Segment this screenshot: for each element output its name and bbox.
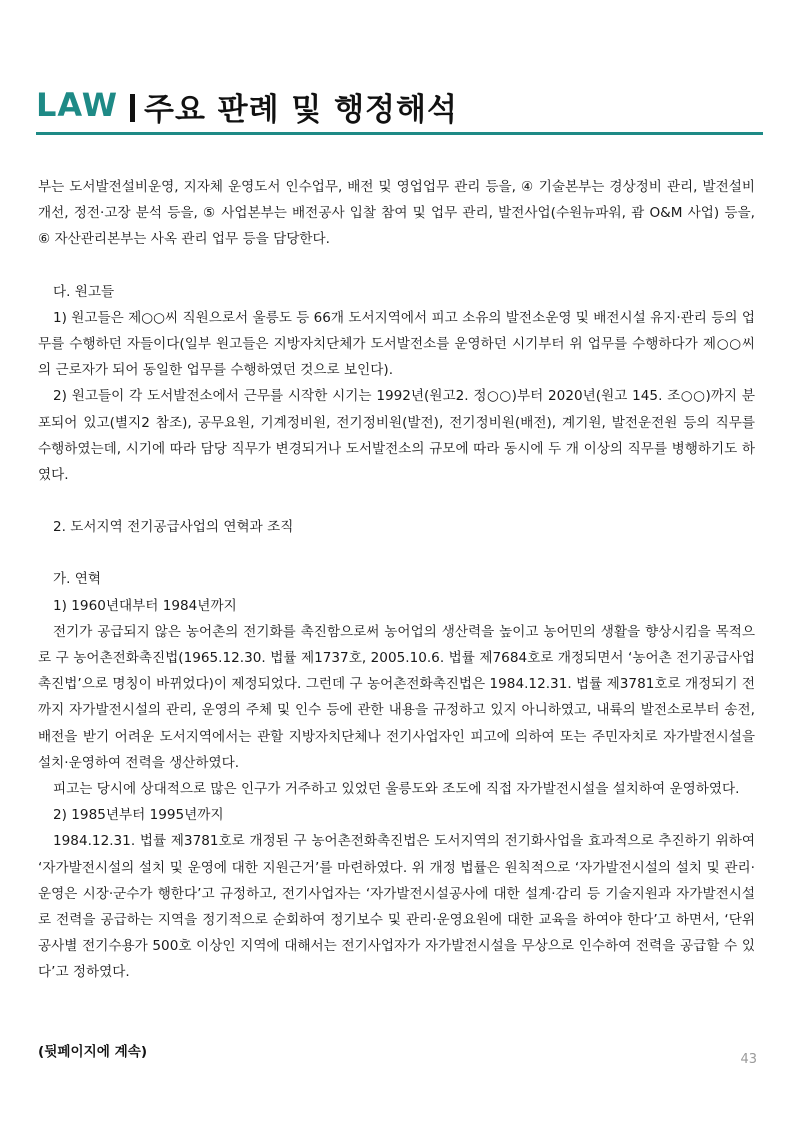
paragraph-plaintiffs-1: 1) 원고들은 제○○씨 직원으로서 울릉도 등 66개 도서지역에서 피고 소유의 발전소운영 및 배전시설 유지·관리 등의 업무를 수행하던 자들이다(일부 원고들은 지방자치단체가 도서발전소를 운영하던 시기부터 위 업무를 수행하다가 제○○씨의 근로자가 되어 동일한 업무를 수행하였던 것으로 보인다). — [38, 309, 755, 379]
heading-period-2: 2) 1985년부터 1995년까지 — [53, 807, 224, 824]
paragraph-period-1b: 피고는 당시에 상대적으로 많은 인구가 거주하고 있었던 울릉도와 조도에 직접 자가발전시설을 설치하여 운영하였다. — [53, 781, 740, 798]
section-brand: LAW — [36, 86, 119, 124]
continued-note: (뒷페이지에 계속) — [38, 1044, 148, 1060]
heading-section-2: 2. 도서지역 전기공급사업의 연혁과 조직 — [53, 519, 294, 536]
page-title: 주요 판례 및 행정해석 — [144, 92, 458, 128]
paragraph-period-2: 1984.12.31. 법률 제3781호로 개정된 구 농어촌전화촉진법은 도서지역의 전기화사업을 효과적으로 추진하기 위하여 ‘자가발전시설의 설치 및 운영에 대한 지원근거’를 마련하였다. 위 개정 법률은 원칙적으로 ‘자가발전시설의 설치 및 관리·운영은 시장·군수가 행한다’고 규정하고, 전기사업자는 ‘자가발전시설공사에 대한 설계·감리 등 기술지원과 자가발전시설로 전력을 공급하는 지역을 정기적으로 순회하여 정기보수 및 관리·운영요원에 대한 교육을 하여야 한다’고 하면서, ‘단위공사별 전기수용가 500호 이상인 지역에 대해서는 전기사업자가 자가발전시설을 무상으로 인수하여 전력을 공급할 수 있다’고 정하였다. — [38, 833, 755, 981]
page-number: 43 — [740, 1052, 757, 1067]
title-separator — [130, 94, 135, 122]
heading-history: 가. 연혁 — [53, 571, 102, 588]
paragraph-plaintiffs-2: 2) 원고들이 각 도서발전소에서 근무를 시작한 시기는 1992년(원고2. 정○○)부터 2020년(원고 145. 조○○)까지 분포되어 있고(별지2 참조), 공무요원, 기계정비원, 전기정비원(발전), 전기정비원(배전), 계기원, 발전운전원 등의 직무를 수행하였는데, 시기에 따라 담당 직무가 변경되거나 도서발전소의 규모에 따라 동시에 두 개 이상의 직무를 병행하기도 하였다. — [38, 388, 755, 484]
heading-plaintiffs: 다. 원고들 — [53, 283, 115, 300]
page-header — [36, 84, 763, 136]
paragraph-intro: 부는 도서발전설비운영, 지자체 운영도서 인수업무, 배전 및 영업업무 관리 등을, ④ 기술본부는 경상정비 관리, 발전설비개선, 정전·고장 분석 등을, ⑤ 사업본부는 배전공사 입찰 참여 및 업무 관리, 발전사업(수원뉴파워, 괌 O&M 사업) 등을, ⑥ 자산관리본부는 사옥 관리 업무 등을 담당한다. — [38, 179, 755, 248]
paragraph-period-1a: 전기가 공급되지 않은 농어촌의 전기화를 촉진함으로써 농어업의 생산력을 높이고 농어민의 생활을 향상시킴을 목적으로 구 농어촌전화촉진법(1965.12.30. 법률 제1737호, 2005.10.6. 법률 제7684호로 개정되면서 ‘농어촌 전기공급사업 촉진법’으로 명칭이 바뀌었다)이 제정되었다. 그런데 구 농어촌전화촉진법은 1984.12.31. 법률 제3781호로 개정되기 전까지 자가발전시설의 관리, 운영의 주체 및 인수 등에 관한 내용을 규정하고 있지 아니하였고, 내륙의 발전소로부터 송전, 배전을 받기 어려운 도서지역에서는 관할 지방자치단체나 전기사업자인 피고에 의하여 또는 주민자치로 자가발전시설을 설치·운영하여 전력을 생산하였다. — [38, 623, 755, 771]
document-body — [38, 174, 755, 986]
heading-period-1: 1) 1960년대부터 1984년까지 — [53, 597, 237, 614]
header-rule — [36, 132, 763, 135]
